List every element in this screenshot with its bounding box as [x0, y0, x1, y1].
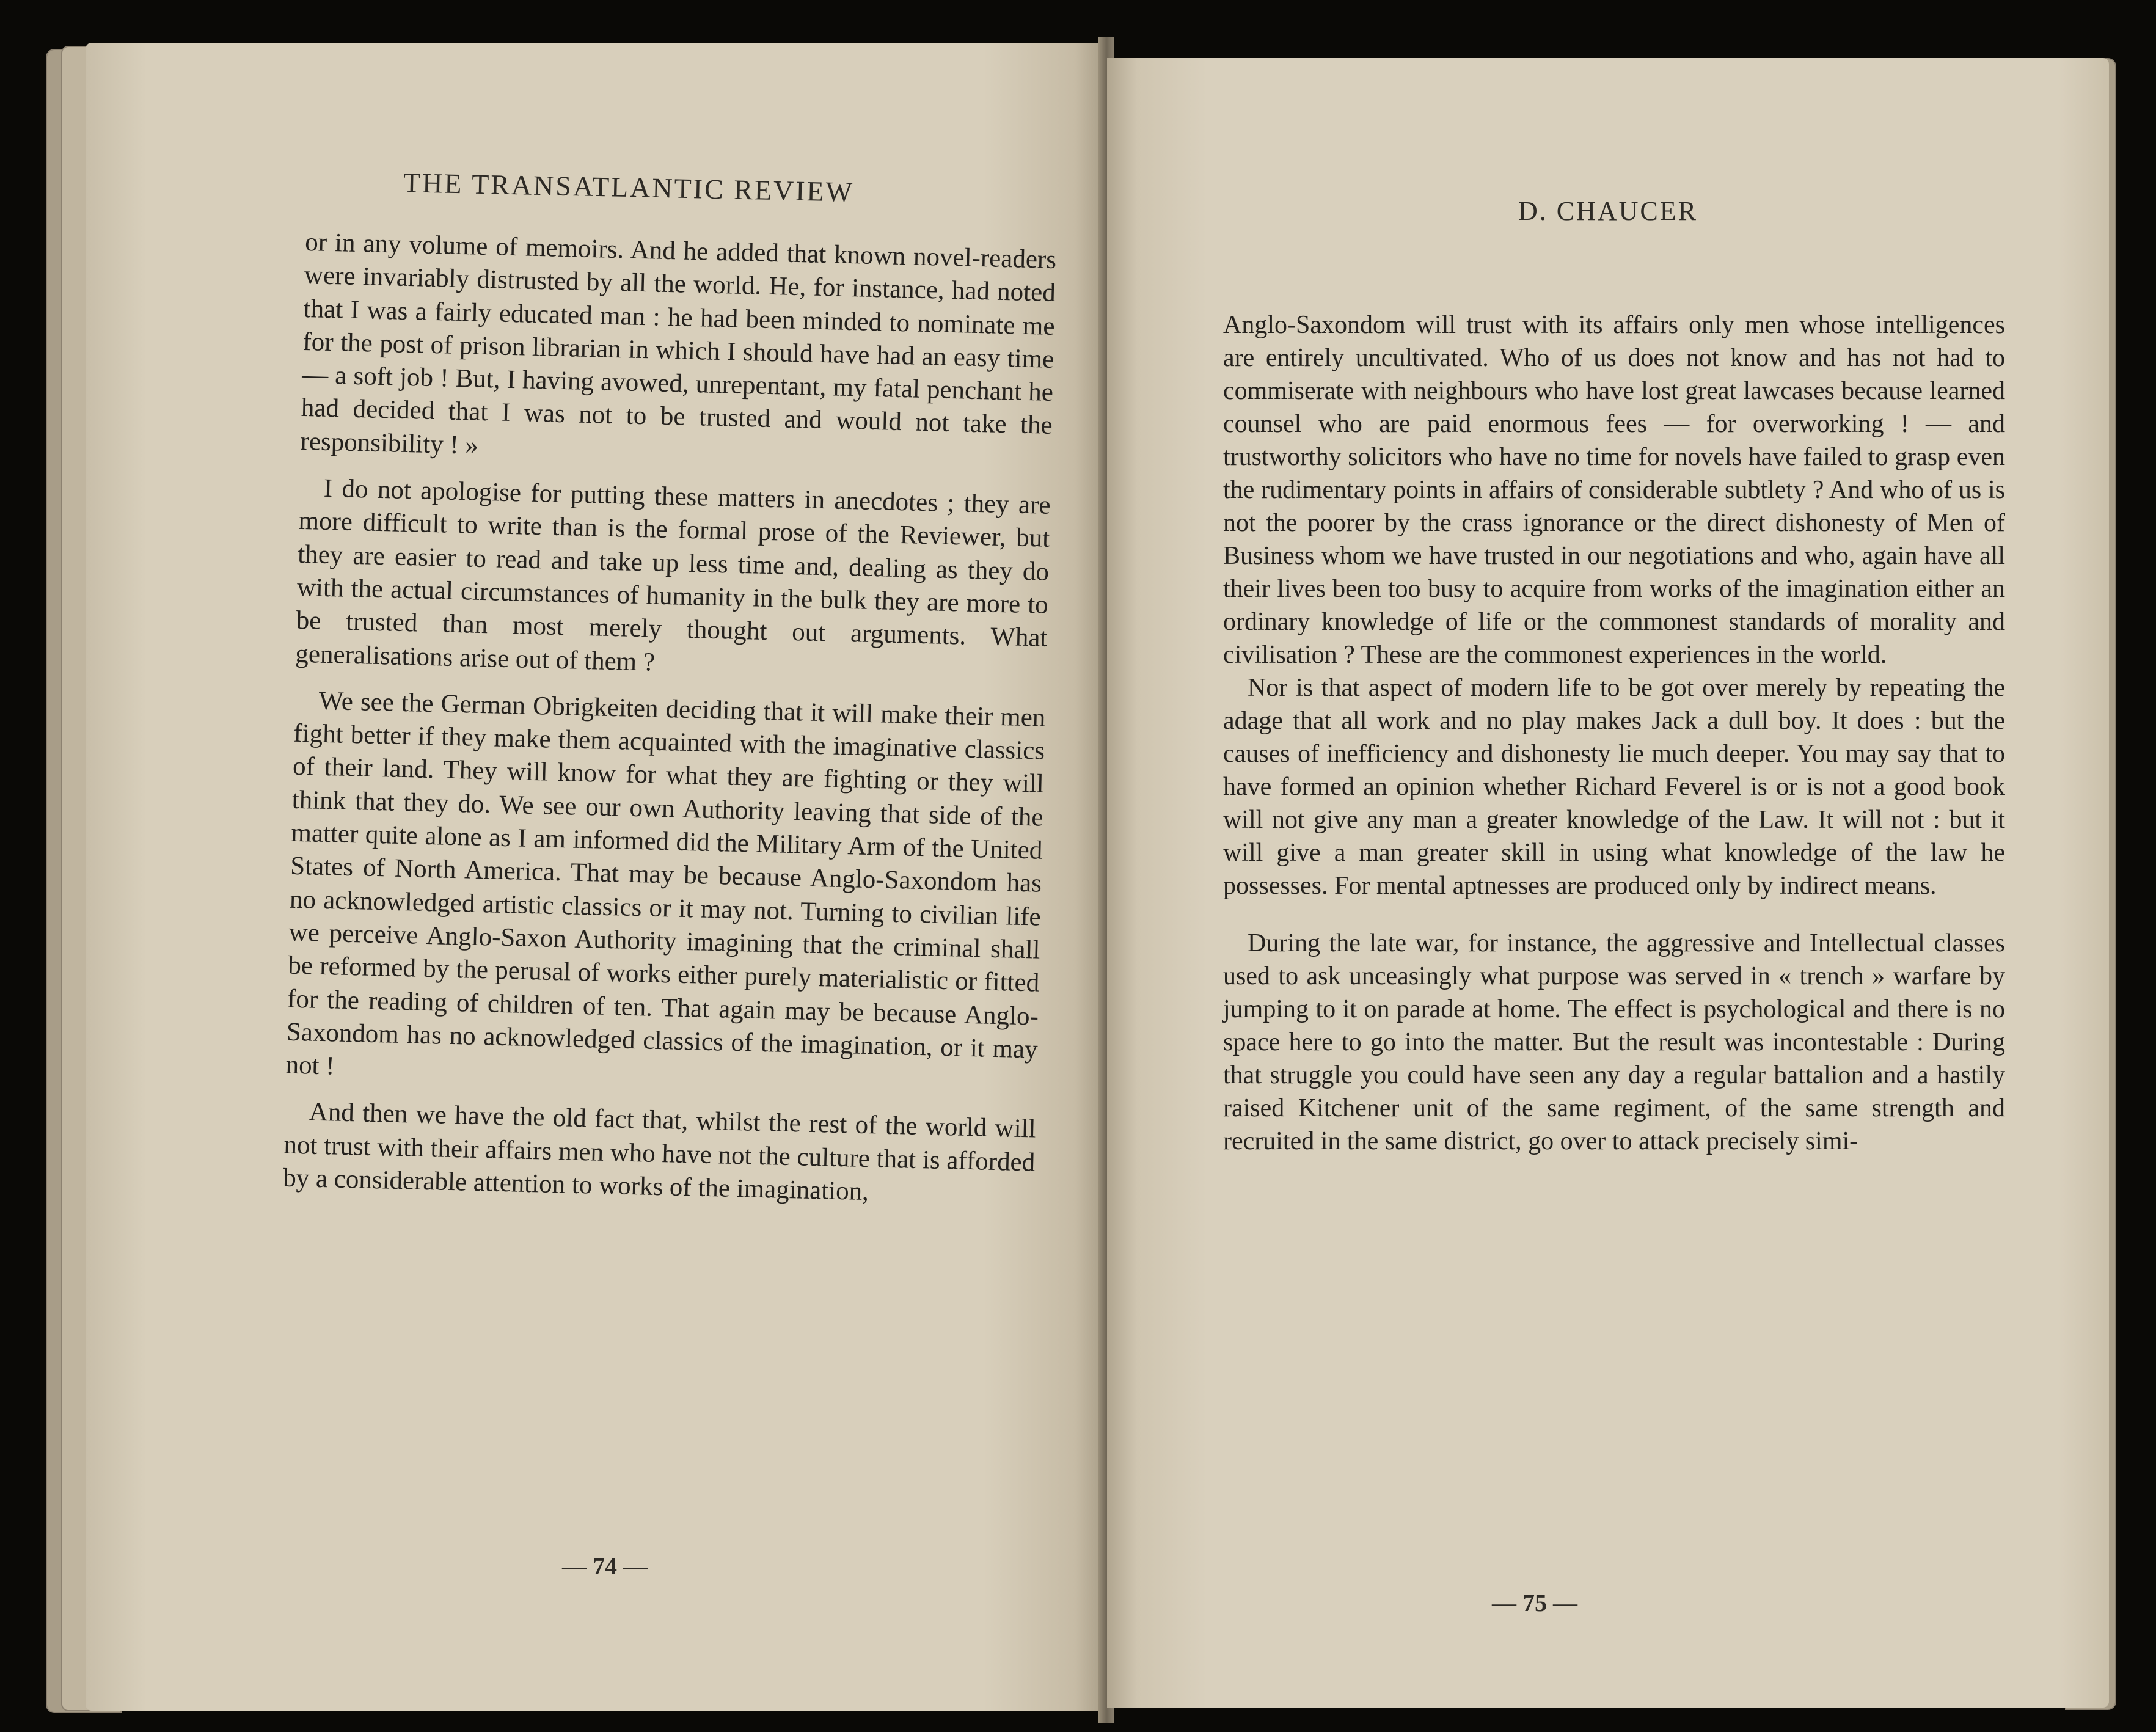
left-body-text: [283, 226, 1057, 1213]
left-running-head: THE TRANSATLANTIC REVIEW: [403, 167, 855, 208]
left-paragraph-1: or in any volume of memoirs. And he added that known novel-readers were invariably distrusted by all the world. He, for instance, had noted that I was a fairly educated man : he had been minded to nominate me for the post of prison librarian in which I should have had an easy time — a soft job ! But, I having avowed, unrepentant, my fatal penchant he had decided that I was not to be trusted and would not take the responsibility ! »: [300, 227, 1057, 460]
left-paragraph-2: I do not apologise for putting these matters in anecdotes ; they are more difficult to write than is the formal prose of the Reviewer, but they are easier to read and take up less time and, dealing as they do with the actual circumstances of humanity in the bulk they are more to be trusted than most merely thought out arguments. What generalisations arise out of them ?: [294, 473, 1051, 677]
right-running-head: D. CHAUCER: [1518, 196, 1698, 226]
left-paragraph-3: We see the German Obrigkeiten deciding that it will make their men fight better if they make them acquainted with the imaginative classics of their land. They will know for what they are fighting or they will think that they do. We see our own Authority leaving that side of the matter quite alone as I am informed did the Military Arm of the United States of North America. That may be because Anglo-Saxondom has no acknowledged artistic classics or it may not. Turning to civilian life we perceive Anglo-Saxon Authority imagining that the criminal shall be reformed by the perusal of works either purely materialistic or fitted for the reading of children of ten. That again may be because Anglo-Saxondom has no acknowledged classics of the imagination, or it may not !: [285, 686, 1046, 1081]
right-body-text: [1223, 309, 2005, 1158]
left-page-number: — 74 —: [562, 1552, 648, 1580]
right-paragraph-2: Nor is that aspect of modern life to be got over merely by repeating the adage that all work and no play makes Jack a dull boy. It does : but the causes of inefficiency and dishonesty lie much deeper. You may say that to have formed an opinion whether Richard Feverel is or is not a good book will not give any man a greater knowledge of the Law. It will not : but it will give a man greater skill in using what knowledge of the law he possesses. For mental aptnesses are produced only by indirect means.: [1223, 674, 2005, 900]
left-paragraph-4: And then we have the old fact that, whilst the rest of the world will not trust with their affairs men who have not the culture that is afforded by a considerable attention to works of the imagination,: [282, 1097, 1037, 1207]
right-page: [1107, 58, 2109, 1708]
right-page-number: — 75 —: [1492, 1589, 1577, 1617]
left-page: [86, 43, 1106, 1711]
right-paragraph-1: Anglo-Saxondom will trust with its affairs only men whose intelligences are entirely uncultivated. Who of us does not know and has not had to commiserate with neighbours who have lost great lawcases because learned counsel who are paid enormous fees — for overworking ! — and trustworthy solicitors who have no time for novels have failed to grasp even the rudimentary points in affairs of considerable subtlety ? And who of us is not the poorer by the crass ignorance or the direct dishonesty of Men of Business whom we have trusted in our negotiations and who, again have all their lives been too busy to acquire from works of the imagination either an ordinary knowledge of life or the commonest standards of morality and civilisation ? These are the commonest experiences in the world.: [1223, 311, 2005, 669]
right-paragraph-3: During the late war, for instance, the aggressive and Intellectual classes used to ask unceasingly what purpose was served in « trench » warfare by jumping to it on parade at home. The effect is psychological and there is no space here to go into the matter. But the result was incontestable : During that struggle you could have seen any day a regular battalion and a hastily raised Kitchener unit of the same regiment, of the same strength and recruited in the same district, go over to attack precisely simi-: [1223, 929, 2005, 1155]
